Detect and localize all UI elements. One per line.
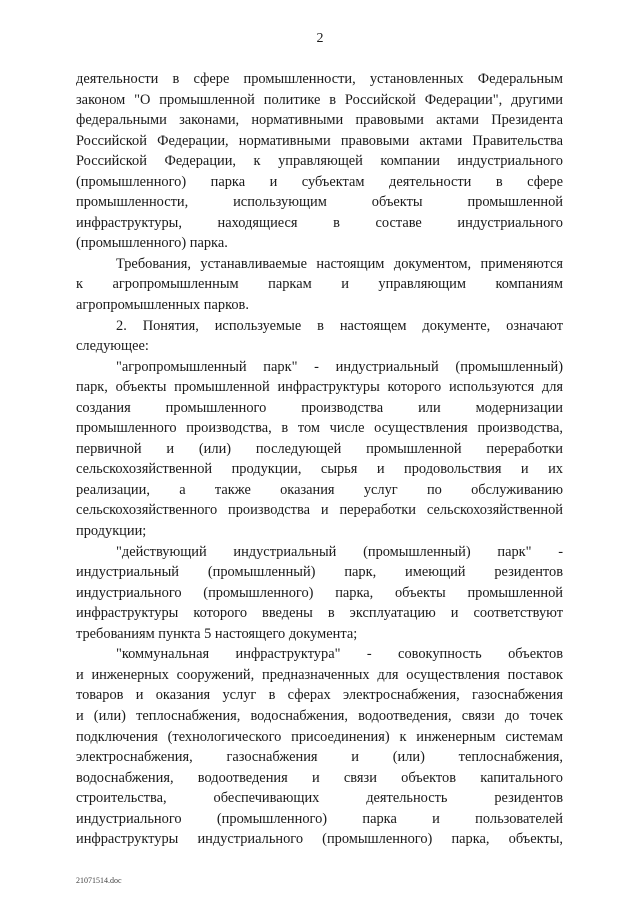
text-line: инфраструктуры которого введены в эксплуатацию и соответствуют [76, 605, 563, 622]
page-number: 2 [316, 31, 324, 46]
text-line: товаров и оказания услуг в сферах электроснабжения, газоснабжения [76, 687, 563, 704]
text-line: инфраструктуры, находящиеся в составе индустриального [76, 214, 563, 231]
text-line: Российской Федерации, к управляющей компании индустриального [76, 153, 563, 170]
text-line: 2. Понятия, используемые в настоящем документе, означают [116, 317, 563, 334]
text-line: водоснабжения, водоотведения и связи объектов капитального [76, 769, 563, 786]
text-line: инфраструктуры индустриального (промышленного) парка, объекты, [76, 831, 563, 848]
text-line: и инженерных сооружений, предназначенных для осуществления поставок [76, 666, 563, 683]
text-line: Требования, устанавливаемые настоящим документом, применяются [116, 255, 563, 272]
text-line: продукции; [76, 523, 147, 540]
text-line: "коммунальная инфраструктура" - совокупность объектов [116, 646, 563, 663]
text-line: промышленности, использующим объекты промышленной [76, 194, 563, 211]
text-line: электроснабжения, газоснабжения и (или) теплоснабжения, [76, 749, 563, 766]
footer-filename: 21071514.doc [76, 876, 122, 885]
text-line: парк, объекты промышленной инфраструктуры которого используются для [76, 379, 563, 396]
text-line: индустриальный (промышленный) парк, имеющий резидентов [76, 564, 563, 581]
text-line: сельскохозяйственного производства и переработки сельскохозяйственной [76, 502, 563, 519]
text-line: требованиям пункта 5 настоящего документа; [76, 625, 358, 642]
text-line: создания промышленного производства или модернизации [76, 399, 563, 416]
text-line: промышленного производства, в том числе осуществления производства, [76, 420, 563, 437]
text-line: реализации, а также оказания услуг по обслуживанию [76, 481, 563, 498]
text-line: и (или) теплоснабжения, водоснабжения, водоотведения, связи до точек [76, 707, 563, 724]
text-line: к агропромышленным паркам и управляющим компаниям [76, 276, 563, 293]
text-line: Российской Федерации, нормативными правовыми актами Правительства [76, 132, 563, 149]
text-line: деятельности в сфере промышленности, установленных Федеральным [76, 71, 563, 87]
text-line: индустриального (промышленного) парка, объекты промышленной [76, 584, 563, 601]
text-line: "действующий индустриальный (промышленный) парк" - [116, 543, 563, 560]
text-line: агропромышленных парков. [76, 297, 249, 314]
text-line: "агропромышленный парк" - индустриальный (промышленный) [116, 358, 563, 375]
text-line: первичной и (или) последующей промышленной переработки [76, 440, 563, 457]
text-line: (промышленного) парка. [76, 235, 228, 252]
text-line: индустриального (промышленного) парка и пользователей [76, 810, 563, 827]
text-line: подключения (технологического присоединения) к инженерным системам [76, 728, 563, 745]
text-line: строительства, обеспечивающих деятельность резидентов [76, 790, 563, 807]
body-text [76, 69, 563, 850]
text-line: законом "О промышленной политике в Российской Федерации", другими [76, 91, 563, 108]
text-line: сельскохозяйственной продукции, сырья и продовольствия и их [76, 461, 563, 478]
text-line: следующее: [76, 338, 149, 355]
text-line: федеральными законами, нормативными правовыми актами Президента [76, 112, 563, 129]
text-line: (промышленного) парка и субъектам деятельности в сфере [76, 173, 563, 190]
